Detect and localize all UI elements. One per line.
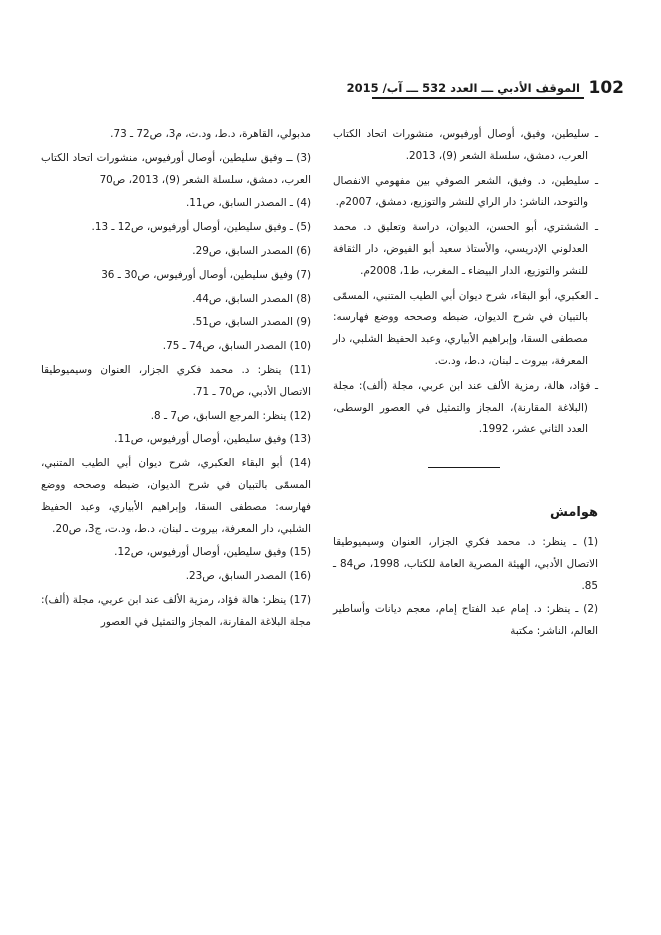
- bibliography-entry: ـ الششتري، أبو الحسن، الديوان، دراسة وتعليق د. محمد العدلوني الإدريسي، والأستاذ سعيد أبو الفيوض، دار الثقافة للنشر والتوزيع، الدار البيضاء ـ المغرب، ط1، 2008م.: [333, 221, 598, 277]
- footnote: (6) المصدر السابق، ص29.: [192, 244, 311, 257]
- section-separator: [428, 467, 500, 468]
- footnote: (15) وفيق سليطين، أوصال أورفيوس، ص12.: [114, 546, 311, 559]
- footnote: (2) ـ ينظر: د. إمام عبد الفتاح إمام، معجم ديانات وأساطير العالم، الناشر: مكتبة: [333, 603, 598, 638]
- footnote: (8) المصدر السابق، ص44.: [192, 292, 311, 305]
- bibliography-entry: ـ العكبري، أبو البقاء، شرح ديوان أبي الطيب المتنبي، المسمّى بالتبيان في شرح الديوان، ضبطه وصححه ووضع فهارسه: مصطفى السقا، وإبراهيم الأبياري، وعبد الحفيظ الشلبي، دار المعرفة، بيروت ـ لبنان، د.ط، ود.ت.: [333, 289, 598, 367]
- footnote: (9) المصدر السابق، ص51.: [192, 316, 311, 329]
- footnote: (5) ـ وفيق سليطين، أوصال أورفيوس، ص12 ـ 13.: [91, 221, 311, 234]
- footnote: (11) ينظر: د. محمد فكري الجزار، العنوان وسيميوطيقا الاتصال الأدبي، ص70 ـ 71.: [41, 363, 311, 398]
- header-rule: [372, 97, 584, 99]
- footnote: (10) المصدر السابق، ص74 ـ 75.: [162, 340, 311, 353]
- footnote: (13) وفيق سليطين، أوصال أورفيوس، ص11.: [114, 433, 311, 446]
- bibliography-entry: ـ فؤاد، هالة، رمزية الألف عند ابن عربي، مجلة (ألف): مجلة (البلاغة المقارنة)، المجاز والتمثيل في العصور الوسطى، العدد الثاني عشر، 1992.: [333, 379, 598, 436]
- footnote: (14) أبو البقاء العكبري، شرح ديوان أبي الطيب المتنبي، المسمّى بالتبيان في شرح الديوان، ضبطه وصححه ووضع فهارسه: مصطفى السقا، وإبراهيم الأبياري، وعبد الحفيظ الشلبي، دار المعرفة، بيروت ـ لبنان، د.ط، ود.ت، ج3، ص20.: [41, 457, 311, 535]
- footnote: (17) ينظر: هالة فؤاد، رمزية الألف عند ابن عربي، مجلة (ألف): مجلة البلاغة المقارنة، المجاز والتمثيل في العصور: [41, 593, 311, 628]
- footnote: (7) وفيق سليطين، أوصال أورفيوس، ص30 ـ 36: [101, 268, 311, 281]
- bibliography-entry: ـ سليطين، د. وفيق، الشعر الصوفي بين مفهومي الانفصال والتوحد، الناشر: دار الراي للنشر والتوزيع، دمشق، 2007م.: [333, 174, 598, 209]
- right-column: [333, 124, 598, 645]
- page-number: 102: [588, 78, 624, 98]
- left-column: [41, 124, 311, 636]
- footnote: (1) ـ ينظر: د. محمد فكري الجزار، العنوان وسيميوطيقا الاتصال الأدبي، الهيئة المصرية العامة للكتاب، 1998، ص84 ـ 85.: [333, 535, 598, 592]
- footnote: (4) ـ المصدر السابق، ص11.: [185, 197, 311, 210]
- bibliography-entry: ـ سليطين، وفيق، أوصال أورفيوس، منشورات اتحاد الكتاب العرب، دمشق، سلسلة الشعر (9)، 2013.: [333, 128, 598, 162]
- footnote: (12) ينظر: المرجع السابق، ص7 ـ 8.: [150, 409, 311, 422]
- footnote: مدبولي، القاهرة، د.ط، ود.ت، م3، ص72 ـ 73.: [110, 128, 311, 140]
- footnote: (3) ــ وفيق سليطين، أوصال أورفيوس، منشورات اتحاد الكتاب العرب، دمشق، سلسلة الشعر (9)، 2013، ص70: [41, 151, 311, 186]
- notes-heading: هوامش: [549, 505, 598, 521]
- footnote: (16) المصدر السابق، ص23.: [185, 570, 311, 583]
- running-head: الموقف الأدبي ـــ العدد 532 ـــ آب/ 2015: [346, 81, 580, 95]
